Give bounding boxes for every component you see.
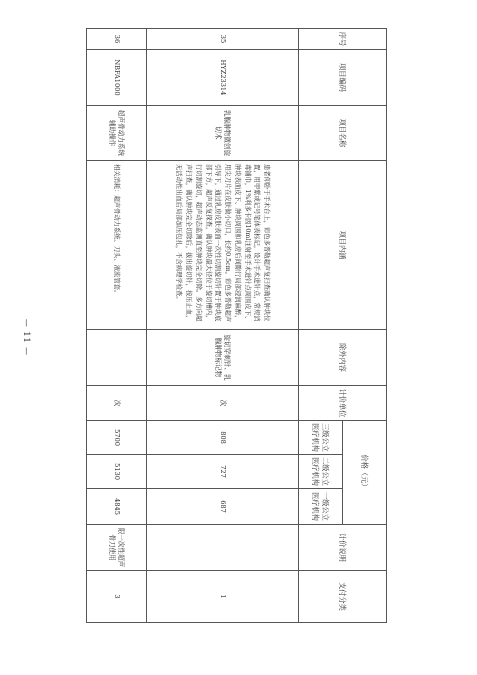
- row-pay-cat: 3: [87, 571, 147, 623]
- table-row: [87, 29, 147, 623]
- row-pricing-note: 限一次性超声骨刀使用: [87, 525, 147, 571]
- row-code: NBFA1000: [87, 50, 147, 106]
- col-tier3: 三级公立医疗机构: [299, 421, 343, 455]
- header-row-1: [343, 29, 387, 623]
- col-excluded: 除外内容: [299, 330, 387, 386]
- row-code: HYZ23314: [147, 50, 299, 106]
- row-price-tier2: 727: [147, 455, 299, 489]
- row-price-tier1: 4845: [87, 489, 147, 525]
- row-content: 相关消耗：超声骨动力系统、刀头、液流管套。: [87, 161, 147, 330]
- col-tier2: 二级公立医疗机构: [299, 455, 343, 489]
- row-price-tier3: 5700: [87, 421, 147, 455]
- col-content: 项目内涵: [299, 161, 387, 330]
- row-excluded: [87, 330, 147, 386]
- row-name: 超声骨动力系统辅助操作: [87, 106, 147, 161]
- row-seq: 36: [87, 29, 147, 50]
- row-unit: 次: [87, 386, 147, 421]
- row-price-tier3: 808: [147, 421, 299, 455]
- row-price-tier1: 687: [147, 489, 299, 525]
- col-name: 项目名称: [299, 106, 387, 161]
- row-content: 患者仰卧于手术台上，彩色多普勒超声复扫查确认肿块位置，用甲紫或记号笔体表标记，设计手术进针点，常规消毒铺巾，1%利多卡因10ml注射至手术进针点周围皮下、肿块表面皮下、肿块周围和乳房后间隙行局部浸润麻醉，用尖刀片在皮肤做小切口，长约0.5cm。彩色多普勒超声引导下，通过乳房皮肤表面一次性切割旋切针置于肿块底部下方，超声反复探查，确认肿块最大径位于旋切槽内，行切割旋切，超声动态监测直至肿块完全切除。多方向超声扫查，确认肿块完全切除后，拔出旋切针，按压止血，无活动性出血后局部加压包扎，不含病理学检查。: [147, 161, 299, 330]
- col-tier1: 一级公立医疗机构: [299, 489, 343, 525]
- col-code: 项目编码: [299, 50, 387, 106]
- row-pricing-note: [147, 525, 299, 571]
- row-price-tier2: 5130: [87, 455, 147, 489]
- col-price-group: 价格（元）: [343, 421, 387, 525]
- col-seq: 序号: [299, 29, 387, 50]
- row-excluded: 旋切穿刺针、乳腺肿物标记物: [147, 330, 299, 386]
- row-name: 乳腺肿物微创旋切术: [147, 106, 299, 161]
- table-row: [147, 29, 299, 623]
- page-number: — 11 —: [22, 318, 31, 357]
- row-unit: 次: [147, 386, 299, 421]
- col-unit: 计价单位: [299, 386, 387, 421]
- col-pay-cat: 支付分类: [299, 571, 387, 623]
- row-pay-cat: 1: [147, 571, 299, 623]
- col-pricing-note: 计价说明: [299, 525, 387, 571]
- fee-table: [86, 28, 387, 623]
- row-seq: 35: [147, 29, 299, 50]
